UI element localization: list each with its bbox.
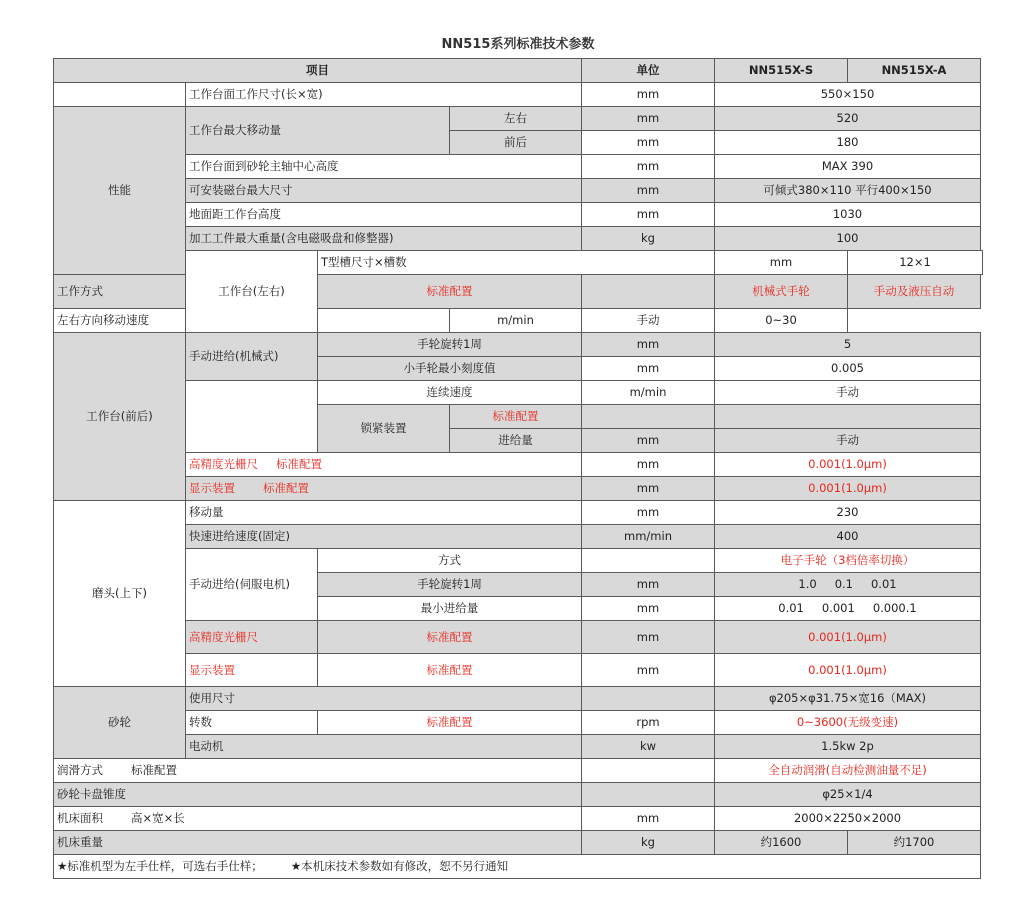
row-value: 400 bbox=[715, 525, 981, 549]
row-label: 工作台面到砂轮主轴中心高度 bbox=[186, 155, 582, 179]
row-sublabel: 连续速度 bbox=[318, 381, 582, 405]
row-sublabel: 方式 bbox=[318, 549, 582, 573]
table-row bbox=[54, 711, 983, 735]
row-unit: rpm bbox=[582, 711, 715, 735]
section-performance: 性能 bbox=[54, 107, 186, 275]
table-row bbox=[54, 155, 983, 179]
row-label: 地面距工作台高度 bbox=[186, 203, 582, 227]
row-value: 0.001(1.0μm) bbox=[715, 621, 981, 654]
table-row bbox=[54, 477, 983, 501]
row-label-text: 润滑方式 bbox=[57, 763, 103, 777]
header-row bbox=[54, 59, 983, 83]
table-row bbox=[54, 381, 983, 405]
row-value: φ205×φ31.75×宽16（MAX) bbox=[715, 687, 981, 711]
row-value: 电子手轮（3档倍率切换） bbox=[715, 549, 981, 573]
row-label: 工作台面工作尺寸(长×宽) bbox=[186, 83, 582, 107]
row-label: 显示装置 bbox=[186, 654, 318, 687]
footnote bbox=[54, 855, 981, 879]
section-table-lr: 工作台(左右) bbox=[186, 251, 318, 333]
footnote-row bbox=[54, 855, 983, 879]
row-unit: mm bbox=[582, 477, 715, 501]
row-value: 全自动润滑(自动检测油量不足) bbox=[715, 759, 981, 783]
table-row bbox=[54, 251, 983, 275]
table-row bbox=[54, 621, 983, 654]
row-label: 手动进给(机械式) bbox=[186, 333, 318, 381]
row-sublabel: 高×宽×长 bbox=[131, 811, 185, 825]
row-unit bbox=[582, 549, 715, 573]
row-label: 加工工件最大重量(含电磁吸盘和修整器) bbox=[186, 227, 582, 251]
row-label: 工作台最大移动量 bbox=[186, 107, 450, 155]
row-label: 高精度光栅尺 bbox=[186, 621, 318, 654]
row-value-a: 手动及液压自动 bbox=[848, 275, 981, 309]
row-unit: mm/min bbox=[582, 525, 715, 549]
row-value: 550×150 bbox=[715, 83, 981, 107]
row-label: 电动机 bbox=[186, 735, 582, 759]
row-label: 快速进给速度(固定) bbox=[186, 525, 582, 549]
row-unit: kg bbox=[582, 227, 715, 251]
row-unit: mm bbox=[582, 429, 715, 453]
row-value: 0.005 bbox=[715, 357, 981, 381]
row-unit: kw bbox=[582, 735, 715, 759]
row-unit: m/min bbox=[582, 381, 715, 405]
section-wheel: 砂轮 bbox=[54, 687, 186, 759]
row-unit: mm bbox=[582, 179, 715, 203]
table-row bbox=[54, 831, 983, 855]
row-unit bbox=[582, 405, 715, 429]
row-standard: 标准配置 bbox=[276, 457, 322, 471]
row-sublabel: 左右 bbox=[450, 107, 582, 131]
row-label: 手动进给(伺服电机) bbox=[186, 549, 318, 621]
row-value-a: 约1700 bbox=[848, 831, 981, 855]
row-value: 100 bbox=[715, 227, 981, 251]
row-unit: mm bbox=[582, 155, 715, 179]
row-unit bbox=[582, 275, 715, 309]
footnote-left: ★标准机型为左手仕样，可选右手仕样； bbox=[57, 859, 263, 873]
row-label: 使用尺寸 bbox=[186, 687, 582, 711]
row-value bbox=[715, 405, 981, 429]
row-value: 0.001(1.0μm) bbox=[715, 453, 981, 477]
row-value: 0~3600(无级变速) bbox=[715, 711, 981, 735]
table-row bbox=[54, 107, 983, 131]
table-row bbox=[54, 735, 983, 759]
row-label: 左右方向移动速度 bbox=[54, 309, 450, 333]
table-row bbox=[54, 179, 983, 203]
row-label: 移动量 bbox=[186, 501, 582, 525]
row-sublabel: 最小进给量 bbox=[318, 597, 582, 621]
row-label: T型槽尺寸×槽数 bbox=[318, 251, 715, 275]
row-label: 可安装磁台最大尺寸 bbox=[186, 179, 582, 203]
row-unit: mm bbox=[582, 621, 715, 654]
row-sublabel: 手轮旋转1周 bbox=[318, 333, 582, 357]
row-value: 230 bbox=[715, 501, 981, 525]
row-label-text: 机床面积 bbox=[57, 811, 103, 825]
table-row bbox=[54, 309, 983, 333]
row-value-a: 0~30 bbox=[715, 309, 848, 333]
row-label: 转数 bbox=[186, 711, 318, 735]
row-standard: 标准配置 bbox=[450, 405, 582, 429]
row-unit: mm bbox=[582, 501, 715, 525]
row-unit: mm bbox=[582, 807, 715, 831]
row-standard: 标准配置 bbox=[318, 654, 582, 687]
header-model-a: NN515X-A bbox=[848, 59, 981, 83]
row-label bbox=[54, 759, 582, 783]
table-row bbox=[54, 83, 983, 107]
row-sublabel: 手轮旋转1周 bbox=[318, 573, 582, 597]
row-value: 0.01 0.001 0.000.1 bbox=[715, 597, 981, 621]
row-unit bbox=[582, 687, 715, 711]
row-value: 180 bbox=[715, 131, 981, 155]
page-title: NN515系列标准技术参数 bbox=[441, 37, 595, 52]
row-unit: mm bbox=[582, 573, 715, 597]
row-value: 1030 bbox=[715, 203, 981, 227]
row-value: 0.001(1.0μm) bbox=[715, 654, 981, 687]
table-row bbox=[54, 203, 983, 227]
row-label-text: 高精度光栅尺 bbox=[189, 457, 258, 471]
header-model-s: NN515X-S bbox=[715, 59, 848, 83]
table-row bbox=[54, 759, 983, 783]
table-row bbox=[54, 227, 983, 251]
row-unit: mm bbox=[582, 83, 715, 107]
row-unit: mm bbox=[582, 333, 715, 357]
table-row bbox=[54, 333, 983, 357]
table-row bbox=[54, 654, 983, 687]
row-label bbox=[186, 453, 582, 477]
row-unit: mm bbox=[582, 203, 715, 227]
row-unit: mm bbox=[582, 107, 715, 131]
row-value: 1.0 0.1 0.01 bbox=[715, 573, 981, 597]
table-row bbox=[54, 453, 983, 477]
row-value: MAX 390 bbox=[715, 155, 981, 179]
row-unit bbox=[582, 783, 715, 807]
row-value: 1.5kw 2p bbox=[715, 735, 981, 759]
table-row bbox=[54, 687, 983, 711]
row-unit bbox=[582, 759, 715, 783]
table-row bbox=[54, 549, 983, 573]
footnote-right: ★本机床技术参数如有修改，恕不另行通知 bbox=[290, 859, 509, 873]
row-unit: mm bbox=[582, 453, 715, 477]
table-row bbox=[54, 783, 983, 807]
row-label bbox=[186, 477, 582, 501]
row-label-text: 显示装置 bbox=[189, 481, 235, 495]
row-standard: 标准配置 bbox=[318, 621, 582, 654]
row-unit: mm bbox=[715, 251, 848, 275]
row-value: φ25×1/4 bbox=[715, 783, 981, 807]
row-sublabel: 前后 bbox=[450, 131, 582, 155]
table-row bbox=[54, 501, 983, 525]
row-unit: mm bbox=[582, 357, 715, 381]
row-value: 12×1 bbox=[848, 251, 983, 275]
header-unit: 单位 bbox=[582, 59, 715, 83]
row-value: 0.001(1.0μm) bbox=[715, 477, 981, 501]
header-item: 项目 bbox=[54, 59, 582, 83]
row-label: 机床重量 bbox=[54, 831, 582, 855]
row-value-s: 机械式手轮 bbox=[715, 275, 848, 309]
row-unit: m/min bbox=[450, 309, 582, 333]
row-standard: 标准配置 bbox=[131, 763, 177, 777]
row-value: 手动 bbox=[715, 381, 981, 405]
row-label: 锁紧装置 bbox=[318, 405, 450, 453]
row-sublabel: 小手轮最小刻度值 bbox=[318, 357, 582, 381]
spec-table bbox=[53, 58, 983, 879]
row-label bbox=[54, 807, 582, 831]
row-label: 砂轮卡盘锥度 bbox=[54, 783, 582, 807]
row-sublabel: 进给量 bbox=[450, 429, 582, 453]
row-unit: mm bbox=[582, 131, 715, 155]
row-value-s: 手动 bbox=[582, 309, 715, 333]
row-value: 可倾式380×110 平行400×150 bbox=[715, 179, 981, 203]
row-unit: mm bbox=[582, 654, 715, 687]
section-table-fb: 工作台(前后) bbox=[54, 333, 186, 501]
row-label: 工作方式 bbox=[54, 275, 186, 309]
row-unit: mm bbox=[582, 597, 715, 621]
row-value: 520 bbox=[715, 107, 981, 131]
row-value: 5 bbox=[715, 333, 981, 357]
row-value: 手动 bbox=[715, 429, 981, 453]
table-row bbox=[54, 807, 983, 831]
section-head: 磨头(上下) bbox=[54, 501, 186, 687]
row-standard: 标准配置 bbox=[318, 275, 582, 309]
row-unit: kg bbox=[582, 831, 715, 855]
row-value-s: 约1600 bbox=[715, 831, 848, 855]
row-standard: 标准配置 bbox=[263, 481, 309, 495]
row-standard: 标准配置 bbox=[318, 711, 582, 735]
row-value: 2000×2250×2000 bbox=[715, 807, 981, 831]
table-row bbox=[54, 525, 983, 549]
